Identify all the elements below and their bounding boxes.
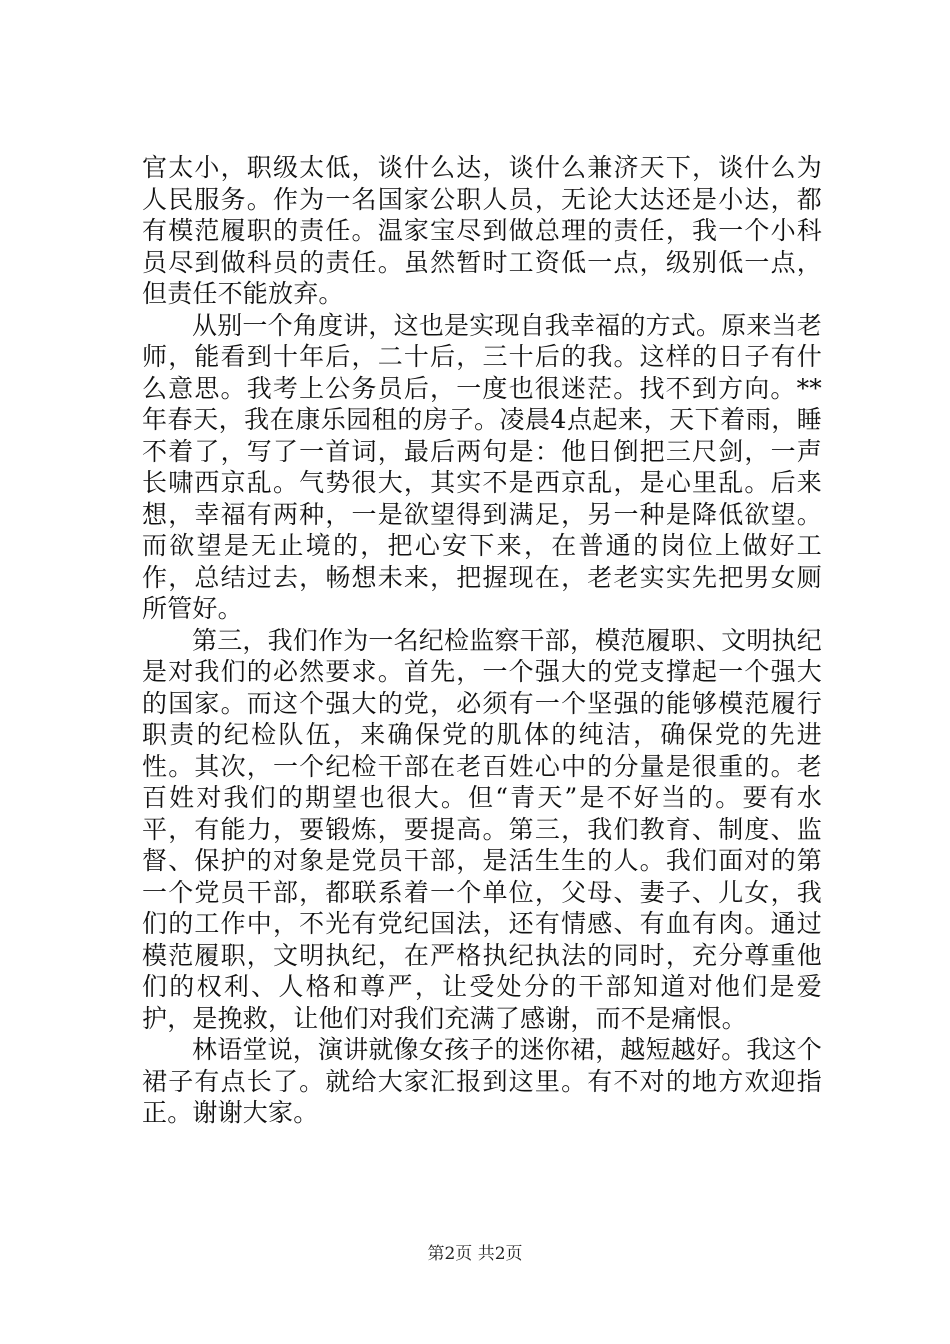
document-body xyxy=(142,152,822,1129)
paragraph-discipline-inspection: 第三，我们作为一名纪检监察干部，模范履职、文明执纪是对我们的必然要求。首先，一个强大的党支撑起一个强大的国家。而这个强大的党，必须有一个坚强的能够模范履行职责的纪检队伍，来确保党的肌体的纯洁，确保党的先进性。其次，一个纪检干部在老百姓心中的分量是很重的。老百姓对我们的期望也很大。但“青天”是不好当的。要有水平，有能力，要锻炼，要提高。第三，我们教育、制度、监督、保护的对象是党员干部，是活生生的人。我们面对的第一个党员干部，都联系着一个单位，父母、妻子、儿女，我们的工作中，不光有党纪国法，还有情感、有血有肉。通过模范履职，文明执纪，在严格执纪执法的同时，充分尊重他们的权利、人格和尊严，让受处分的干部知道对他们是爱护，是挽救，让他们对我们充满了感谢，而不是痛恨。 xyxy=(142,625,823,1033)
page-footer: 第2页 共2页 xyxy=(427,1244,523,1264)
paragraph-continued: 官太小，职级太低，谈什么达，谈什么兼济天下，谈什么为人民服务。作为一名国家公职人员，无论大达还是小达，都有模范履职的责任。温家宝尽到做总理的责任，我一个小科员尽到做科员的责任。虽然暂时工资低一点，级别低一点，但责任不能放弃。 xyxy=(142,153,822,308)
paragraph-closing: 林语堂说，演讲就像女孩子的迷你裙，越短越好。我这个裙子有点长了。就给大家汇报到这里。有不对的地方欢迎指正。谢谢大家。 xyxy=(142,1035,823,1127)
paragraph-happiness: 从别一个角度讲，这也是实现自我幸福的方式。原来当老师，能看到十年后，二十后，三十后的我。这样的日子有什么意思。我考上公务员后，一度也很迷茫。找不到方向。**年春天，我在康乐园租的房子。凌晨4点起来，天下着雨，睡不着了，写了一首词，最后两句是：他日倒把三尺剑，一声长啸西京乱。气势很大，其实不是西京乱，是心里乱。后来想，幸福有两种，一是欲望得到满足，另一种是降低欲望。而欲望是无止境的，把心安下来，在普通的岗位上做好工作，总结过去，畅想未来，把握现在，老老实实先把男女厕所管好。 xyxy=(142,310,823,623)
